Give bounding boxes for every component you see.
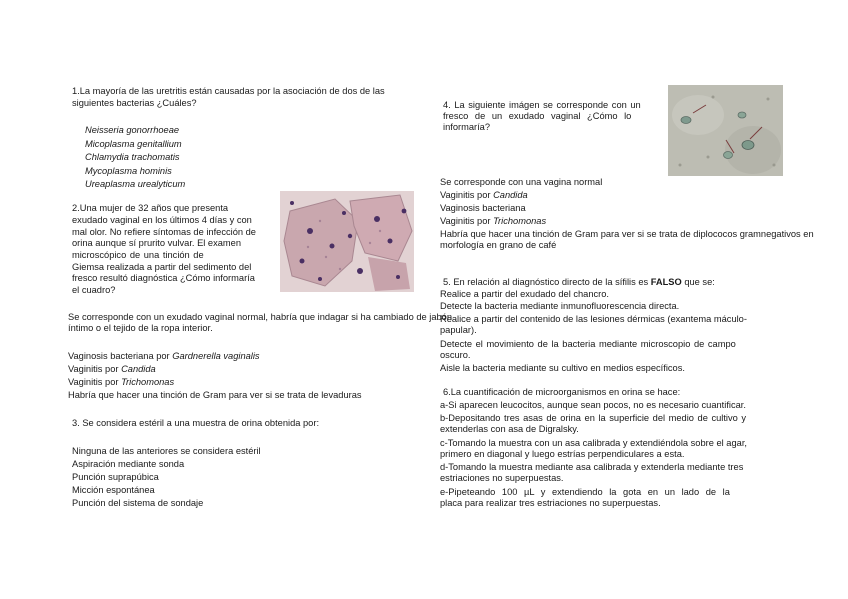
q5-option[interactable]: Realice a partir del contenido de las lesiones dérmicas (exantema máculo- <box>440 314 747 324</box>
q2-question-line: orina aunque sí prurito vulvar. El examen <box>72 238 241 248</box>
q6-option-continued: primero en diagonal y luego estrías perpendiculares a esta. <box>440 449 685 459</box>
q1-option[interactable]: Ureaplasma urealyticum <box>85 179 186 189</box>
q2-question-line: Giemsa realizada a partir del sedimento del <box>72 262 252 272</box>
q4-answer[interactable]: Se corresponde con una vagina normal <box>440 177 603 187</box>
q2-question-line: fresco resultó diagnóstica ¿Cómo informaría <box>72 273 255 283</box>
fresh-exudate-microscopy-image <box>668 85 783 176</box>
q3-option[interactable]: Ninguna de las anteriores se considera estéril <box>72 446 261 456</box>
q4-question-line: 4. La siguiente imágen se corresponde con un <box>443 100 641 110</box>
q3-question: 3. Se considera estéril a una muestra de orina obtenida por: <box>72 418 320 428</box>
q2-answer-text: Vaginitis por <box>68 377 122 387</box>
q2-answer-organism: Trichomonas <box>121 377 175 387</box>
q4-answer-text: Vaginitis por <box>440 190 494 200</box>
q4-answer-organism: Trichomonas <box>493 216 547 226</box>
q4-answer[interactable]: Vaginosis bacteriana <box>440 203 526 213</box>
q6-option-continued: placa para realizar tres estriaciones no superpuestas. <box>440 498 661 508</box>
q6-question: 6.La cuantificación de microorganismos en orina se hace: <box>443 387 681 397</box>
q5-option[interactable]: Detecte la bacteria mediante inmunofluorescencia directa. <box>440 301 680 311</box>
q1-option[interactable]: Mycoplasma hominis <box>85 166 172 176</box>
q6-option-continued: estriaciones no superpuestas. <box>440 473 564 483</box>
q2-question-line: exudado vaginal en los últimos 4 días y con <box>72 215 252 225</box>
giemsa-microscopy-image <box>280 191 414 292</box>
q6-option[interactable]: a-Si aparecen leucocitos, aunque sean pocos, no es necesario cuantificar. <box>440 400 746 410</box>
q5-question <box>443 277 715 288</box>
q1-question-line1: 1.La mayoría de las uretritis están causadas por la asociación de dos de las <box>72 86 385 96</box>
q2-answer[interactable]: Habría que hacer una tinción de Gram para ver si se trata de levaduras <box>68 390 362 400</box>
q5-question-emphasis: FALSO <box>650 277 682 287</box>
q5-option-continued: papular). <box>440 325 477 335</box>
q6-option[interactable]: e-Pipeteando 100 µL y extendiendo la gota en un lado de la <box>440 487 730 497</box>
q1-option[interactable]: Chlamydia trachomatis <box>85 152 180 162</box>
q6-option[interactable]: b-Depositando tres asas de orina en la superficie del medio de cultivo y <box>440 413 747 423</box>
q5-question-text-end: que se: <box>681 277 715 287</box>
q6-option[interactable]: d-Tomando la muestra mediante asa calibrada y extenderla mediante tres <box>440 462 744 472</box>
q2-answer[interactable] <box>68 351 260 362</box>
q6-option-continued: extenderlas con asa de Digralsky. <box>440 424 579 434</box>
q4-answer-text: Vaginitis por <box>440 216 494 226</box>
q5-option-continued: oscuro. <box>440 350 471 360</box>
q5-question-text: 5. En relación al diagnóstico directo de la sífilis es <box>443 277 651 287</box>
q2-answer[interactable] <box>68 377 174 388</box>
q2-answer-text: Vaginitis por <box>68 364 122 374</box>
q4-answer[interactable] <box>440 216 546 227</box>
q5-option[interactable]: Detecte el movimiento de la bacteria mediante microscopio de campo <box>440 339 736 349</box>
q4-answer-continued: morfología en grano de café <box>440 240 557 250</box>
q2-question-line: microscópico de una tinción de <box>72 250 204 260</box>
q6-option[interactable]: c-Tomando la muestra con un asa calibrada y extendiéndola sobre el agar, <box>440 438 747 448</box>
q4-answer-organism: Candida <box>493 190 528 200</box>
q4-question-line: informaría? <box>443 122 491 132</box>
q3-option[interactable]: Punción suprapúbica <box>72 472 159 482</box>
q2-answer-continued: íntimo o el tejido de la ropa interior. <box>68 323 213 333</box>
q3-option[interactable]: Micción espontánea <box>72 485 155 495</box>
q3-option[interactable]: Punción del sistema de sondaje <box>72 498 204 508</box>
q2-answer-organism: Gardnerella vaginalis <box>172 351 260 361</box>
q5-option[interactable]: Aisle la bacteria mediante su cultivo en medios específicos. <box>440 363 685 373</box>
q2-answer[interactable]: Se corresponde con un exudado vaginal normal, habría que indagar si ha cambiado de jabón <box>68 312 453 322</box>
q2-question-line: 2.Una mujer de 32 años que presenta <box>72 203 229 213</box>
q2-question-line: mal olor. No refiere síntomas de infección de <box>72 227 256 237</box>
q1-question-line2: siguientes bacterias ¿Cuáles? <box>72 98 197 108</box>
q2-answer-organism: Candida <box>121 364 156 374</box>
q1-option[interactable]: Micoplasma genitallium <box>85 139 182 149</box>
q3-option[interactable]: Aspiración mediante sonda <box>72 459 185 469</box>
q4-question-line: fresco de un exudado vaginal ¿Cómo lo <box>443 111 632 121</box>
q2-answer[interactable] <box>68 364 156 375</box>
q4-answer[interactable]: Habría que hacer una tinción de Gram para ver si se trata de diplococos gramnegativos en <box>440 229 814 239</box>
q4-answer[interactable] <box>440 190 528 201</box>
q2-question-line: el cuadro? <box>72 285 116 295</box>
q1-option[interactable]: Neisseria gonorrhoeae <box>85 125 180 135</box>
q2-answer-text: Vaginosis bacteriana por <box>68 351 173 361</box>
q5-option[interactable]: Realice a partir del exudado del chancro. <box>440 289 609 299</box>
